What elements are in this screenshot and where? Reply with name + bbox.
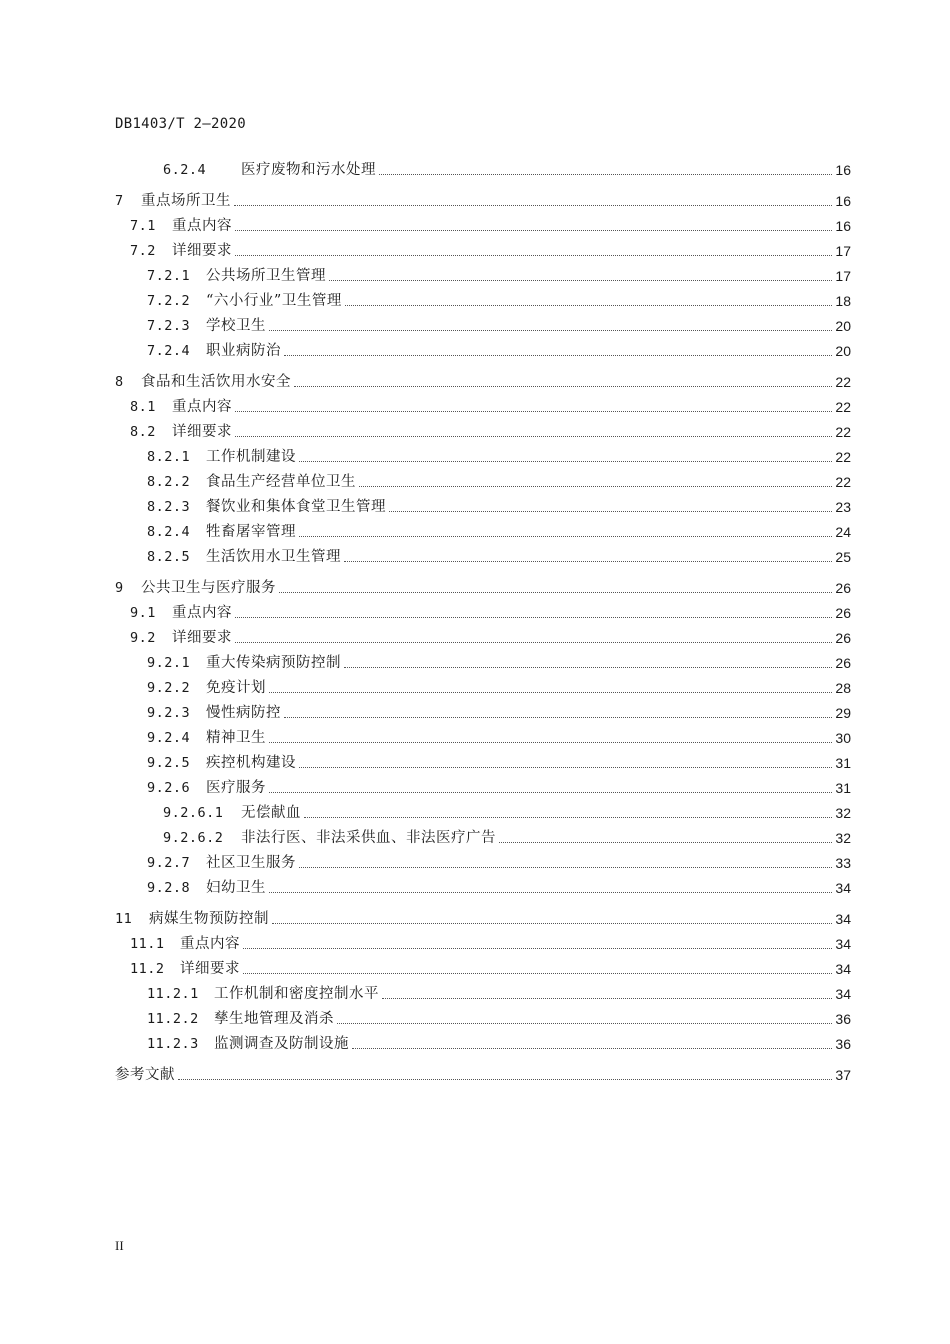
toc-entry-page: 22 [835,424,851,440]
toc-entry-title: 参考文献 [115,1067,175,1083]
toc-entry-title: 工作机制和密度控制水平 [214,986,379,1002]
toc-entry-page: 23 [835,499,851,515]
toc-entry-title: 病媒生物预防控制 [149,911,269,927]
dot-leader [299,866,832,868]
dot-leader [304,816,832,818]
toc-entry-title: 免疫计划 [206,680,266,696]
toc-entry-title: 妇幼卫生 [206,880,266,896]
toc-entry[interactable] [115,261,851,286]
dot-leader [337,1022,832,1024]
toc-entry[interactable] [115,311,851,336]
toc-entry-page: 28 [835,680,851,696]
toc-entry[interactable] [115,1029,851,1054]
dot-leader [294,385,832,387]
toc-entry-title: 生活饮用水卫生管理 [206,549,341,565]
toc-entry-title: 职业病防治 [206,343,281,359]
toc-entry[interactable] [115,442,851,467]
toc-entry-page: 22 [835,449,851,465]
toc-entry-number: 8.2.1 [147,449,191,465]
toc-entry-number: 8.1 [130,399,156,415]
toc-entry-number: 9.2.2 [147,680,191,696]
toc-entry-title: 牲畜屠宰管理 [206,524,296,540]
toc-entry-number: 9.2.1 [147,655,191,671]
toc-entry-page: 31 [835,780,851,796]
toc-entry[interactable] [115,336,851,361]
toc-entry-title: 医疗服务 [206,780,266,796]
dot-leader [499,841,832,843]
dot-leader [345,304,832,306]
toc-entry-number: 9.2.3 [147,705,191,721]
toc-entry[interactable] [115,367,851,392]
toc-entry-number: 9.2.4 [147,730,191,746]
toc-entry-number: 8.2.3 [147,499,191,515]
toc-entry-page: 25 [835,549,851,565]
toc-entry-number: 6.2.4 [163,162,207,178]
dot-leader [178,1078,832,1080]
dot-leader [389,510,832,512]
toc-entry-number: 7.2.4 [147,343,191,359]
toc-entry-page: 32 [835,830,851,846]
table-of-contents [115,155,851,1085]
toc-entry-page: 17 [835,243,851,259]
toc-entry-page: 22 [835,399,851,415]
toc-entry-page: 20 [835,318,851,334]
dot-leader [279,591,832,593]
toc-entry[interactable] [115,698,851,723]
dot-leader [243,972,832,974]
dot-leader [269,329,832,331]
toc-entry-page: 37 [835,1067,851,1083]
toc-entry-title: 重点内容 [180,936,240,952]
toc-entry-page: 32 [835,805,851,821]
dot-leader [269,891,832,893]
toc-entry[interactable] [115,623,851,648]
toc-entry[interactable] [115,417,851,442]
toc-entry[interactable] [115,748,851,773]
toc-entry-number: 9.2 [130,630,156,646]
toc-entry-number: 7.2.3 [147,318,191,334]
toc-entry-page: 26 [835,605,851,621]
toc-entry[interactable] [115,904,851,929]
dot-leader [299,766,832,768]
toc-entry-page: 34 [835,880,851,896]
toc-entry-page: 22 [835,374,851,390]
toc-entry-number: 9.2.7 [147,855,191,871]
toc-entry-title: 重点内容 [172,218,232,234]
toc-entry-page: 36 [835,1036,851,1052]
toc-entry-title: 无偿献血 [241,805,301,821]
toc-entry-number: 11 [115,911,133,927]
dot-leader [235,641,832,643]
toc-entry-page: 20 [835,343,851,359]
dot-leader [234,204,832,206]
toc-entry-number: 9.1 [130,605,156,621]
toc-entry-number: 11.2.1 [147,986,199,1002]
toc-entry-title: 社区卫生服务 [206,855,296,871]
toc-entry[interactable] [115,598,851,623]
toc-entry-title: 非法行医、非法采供血、非法医疗广告 [241,830,496,846]
toc-entry[interactable] [115,392,851,417]
toc-entry-number: 8 [115,374,124,390]
toc-entry-title: 精神卫生 [206,730,266,746]
toc-entry-title: 详细要求 [180,961,240,977]
toc-entry-page: 36 [835,1011,851,1027]
toc-entry-number: 9.2.5 [147,755,191,771]
dot-leader [235,410,832,412]
toc-entry-page: 26 [835,580,851,596]
toc-entry-title: 慢性病防控 [206,705,281,721]
toc-entry[interactable] [115,773,851,798]
toc-entry[interactable] [115,1004,851,1029]
toc-entry-page: 26 [835,630,851,646]
toc-entry-title: 重大传染病预防控制 [206,655,341,671]
toc-entry-number: 9.2.6.2 [163,830,224,846]
toc-entry[interactable] [115,848,851,873]
dot-leader [235,229,832,231]
toc-entry-title: 医疗废物和污水处理 [241,162,376,178]
toc-entry-title: 公共场所卫生管理 [206,268,326,284]
toc-entry[interactable] [115,492,851,517]
toc-entry-title: 孳生地管理及消杀 [214,1011,334,1027]
toc-entry-number: 7.2 [130,243,156,259]
toc-entry-number: 7.2.2 [147,293,191,309]
dot-leader [344,666,832,668]
dot-leader [235,254,832,256]
toc-entry[interactable] [115,517,851,542]
toc-entry[interactable] [115,929,851,954]
toc-entry[interactable] [115,723,851,748]
toc-entry-number: 8.2.4 [147,524,191,540]
dot-leader [235,435,832,437]
toc-entry-page: 34 [835,986,851,1002]
toc-entry-title: 重点内容 [172,399,232,415]
toc-entry-title: 工作机制建设 [206,449,296,465]
toc-entry-number: 9.2.6.1 [163,805,224,821]
toc-entry-title: 监测调查及防制设施 [214,1036,349,1052]
toc-entry-title: 详细要求 [172,630,232,646]
toc-entry-page: 22 [835,474,851,490]
dot-leader [272,922,832,924]
dot-leader [329,279,832,281]
dot-leader [379,173,832,175]
toc-entry-number: 9 [115,580,124,596]
toc-entry[interactable] [115,236,851,261]
toc-entry-number: 8.2 [130,424,156,440]
toc-entry-title: 学校卫生 [206,318,266,334]
dot-leader [235,616,832,618]
dot-leader [344,560,832,562]
toc-entry-title: 详细要求 [172,424,232,440]
toc-entry-number: 7 [115,193,124,209]
toc-entry-number: 9.2.6 [147,780,191,796]
toc-entry[interactable] [115,648,851,673]
toc-entry-page: 16 [835,162,851,178]
dot-leader [243,947,832,949]
toc-entry-number: 8.2.2 [147,474,191,490]
toc-entry-number: 8.2.5 [147,549,191,565]
toc-entry[interactable] [115,286,851,311]
dot-leader [352,1047,832,1049]
toc-entry[interactable] [115,979,851,1004]
dot-leader [269,741,832,743]
toc-entry[interactable] [115,798,851,823]
dot-leader [299,535,832,537]
toc-entry-number: 11.1 [130,936,165,952]
toc-entry-page: 26 [835,655,851,671]
toc-entry-page: 18 [835,293,851,309]
toc-entry[interactable] [115,211,851,236]
toc-entry-title: 重点场所卫生 [141,193,231,209]
toc-entry-number: 7.2.1 [147,268,191,284]
toc-entry-page: 30 [835,730,851,746]
toc-entry-page: 16 [835,193,851,209]
toc-entry-page: 34 [835,936,851,952]
toc-entry[interactable] [115,673,851,698]
dot-leader [299,460,832,462]
dot-leader [284,354,832,356]
page-number-footer: II [115,1238,124,1253]
toc-entry-title: 详细要求 [172,243,232,259]
dot-leader [269,691,832,693]
toc-entry-page: 17 [835,268,851,284]
toc-entry-page: 29 [835,705,851,721]
toc-entry[interactable] [115,823,851,848]
document-code: DB1403/T 2—2020 [115,116,246,132]
toc-entry[interactable] [115,467,851,492]
toc-entry[interactable] [115,873,851,898]
toc-entry-title: 餐饮业和集体食堂卫生管理 [206,499,386,515]
toc-entry[interactable] [115,573,851,598]
toc-entry-title: 食品和生活饮用水安全 [141,374,291,390]
dot-leader [382,997,832,999]
toc-entry-title: 公共卫生与医疗服务 [141,580,276,596]
toc-entry-page: 16 [835,218,851,234]
toc-entry[interactable] [115,186,851,211]
toc-entry-title: 食品生产经营单位卫生 [206,474,356,490]
dot-leader [359,485,832,487]
toc-entry-page: 31 [835,755,851,771]
toc-entry-page: 34 [835,961,851,977]
toc-entry-number: 11.2.3 [147,1036,199,1052]
toc-entry-number: 11.2.2 [147,1011,199,1027]
toc-entry-number: 11.2 [130,961,165,977]
toc-entry-number: 9.2.8 [147,880,191,896]
toc-entry-title: “六小行业”卫生管理 [206,293,342,309]
toc-entry[interactable] [115,1060,851,1085]
toc-entry-number: 7.1 [130,218,156,234]
dot-leader [269,791,832,793]
toc-entry-title: 重点内容 [172,605,232,621]
toc-entry[interactable] [115,155,851,180]
dot-leader [284,716,832,718]
toc-entry-page: 34 [835,911,851,927]
toc-entry-page: 33 [835,855,851,871]
toc-entry-title: 疾控机构建设 [206,755,296,771]
toc-entry-page: 24 [835,524,851,540]
toc-entry[interactable] [115,954,851,979]
toc-entry[interactable] [115,542,851,567]
